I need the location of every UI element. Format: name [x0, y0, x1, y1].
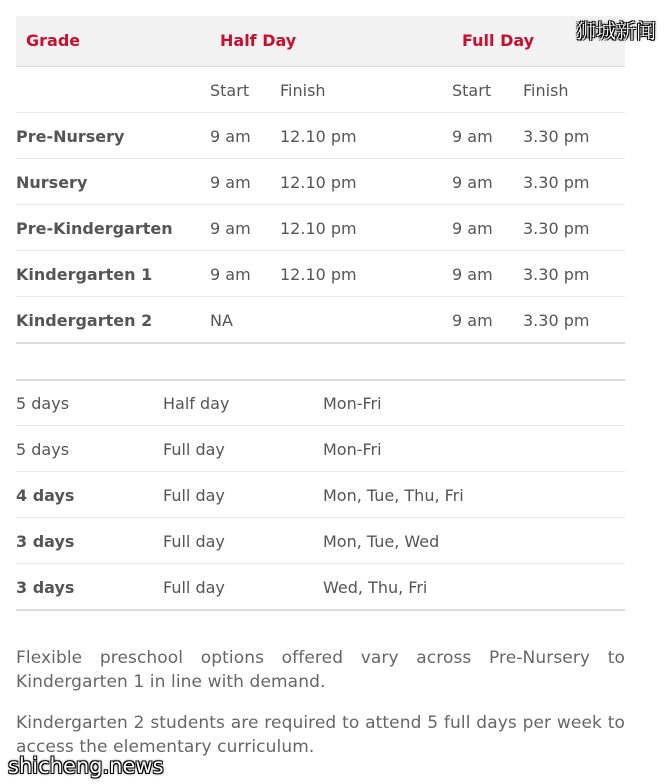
full-start-cell: 9 am: [452, 311, 493, 330]
subheader-full-start: Start: [452, 81, 492, 100]
half-start-cell: 9 am: [210, 173, 251, 192]
k2-requirement-paragraph: Kindergarten 2 students are required to attend 5 full days per week to access the elementary curriculum.: [16, 713, 625, 757]
full-finish-cell: 3.30 pm: [523, 265, 590, 284]
days-cell: 5 days: [16, 440, 70, 459]
half-finish-cell: 12.10 pm: [280, 127, 357, 146]
row-divider: [16, 158, 625, 159]
half-start-cell: 9 am: [210, 127, 251, 146]
type-cell: Half day: [163, 394, 230, 413]
half-start-cell: NA: [210, 311, 233, 330]
row-divider: [16, 296, 625, 297]
days-cell: 3 days: [16, 532, 75, 551]
type-cell: Full day: [163, 486, 225, 505]
grade-cell: Nursery: [16, 173, 88, 192]
watermark-top: 狮城新闻: [576, 19, 656, 43]
subheader-full-finish: Finish: [523, 81, 569, 100]
full-start-cell: 9 am: [452, 173, 493, 192]
full-finish-cell: 3.30 pm: [523, 127, 590, 146]
schedule-cell: Mon, Tue, Thu, Fri: [323, 486, 464, 505]
grade-cell: Pre-Nursery: [16, 127, 125, 146]
schedule-cell: Mon, Tue, Wed: [323, 532, 440, 551]
row-divider: [16, 112, 625, 113]
full-start-cell: 9 am: [452, 127, 493, 146]
row-divider: [16, 425, 625, 426]
grade-cell: Pre-Kindergarten: [16, 219, 173, 238]
row-divider: [16, 517, 625, 518]
row-divider: [16, 471, 625, 472]
table-bottom-border: [16, 609, 625, 611]
days-cell: 5 days: [16, 394, 70, 413]
row-divider: [16, 250, 625, 251]
half-start-cell: 9 am: [210, 265, 251, 284]
header-half-day: Half Day: [220, 31, 297, 50]
full-start-cell: 9 am: [452, 219, 493, 238]
full-start-cell: 9 am: [452, 265, 493, 284]
days-cell: 4 days: [16, 486, 75, 505]
half-finish-cell: 12.10 pm: [280, 265, 357, 284]
half-start-cell: 9 am: [210, 219, 251, 238]
subheader-half-finish: Finish: [280, 81, 326, 100]
flexible-options-paragraph: Flexible preschool options offered vary across Pre-Nursery to Kindergarten 1 in line with demand.: [16, 648, 625, 692]
schedule-cell: Mon-Fri: [323, 394, 382, 413]
row-divider: [16, 204, 625, 205]
schedule-cell: Wed, Thu, Fri: [323, 578, 428, 597]
schedule-cell: Mon-Fri: [323, 440, 382, 459]
half-finish-cell: 12.10 pm: [280, 219, 357, 238]
type-cell: Full day: [163, 532, 225, 551]
header-full-day: Full Day: [462, 31, 535, 50]
row-divider: [16, 563, 625, 564]
type-cell: Full day: [163, 440, 225, 459]
days-cell: 3 days: [16, 578, 75, 597]
header-grade: Grade: [26, 31, 81, 50]
grade-cell: Kindergarten 2: [16, 311, 153, 330]
full-finish-cell: 3.30 pm: [523, 311, 590, 330]
half-finish-cell: 12.10 pm: [280, 173, 357, 192]
watermark-bottom: shicheng.news: [8, 754, 164, 778]
table-bottom-border: [16, 342, 625, 344]
full-finish-cell: 3.30 pm: [523, 173, 590, 192]
subheader-half-start: Start: [210, 81, 250, 100]
type-cell: Full day: [163, 578, 225, 597]
full-finish-cell: 3.30 pm: [523, 219, 590, 238]
table-top-border: [16, 379, 625, 381]
grade-cell: Kindergarten 1: [16, 265, 153, 284]
